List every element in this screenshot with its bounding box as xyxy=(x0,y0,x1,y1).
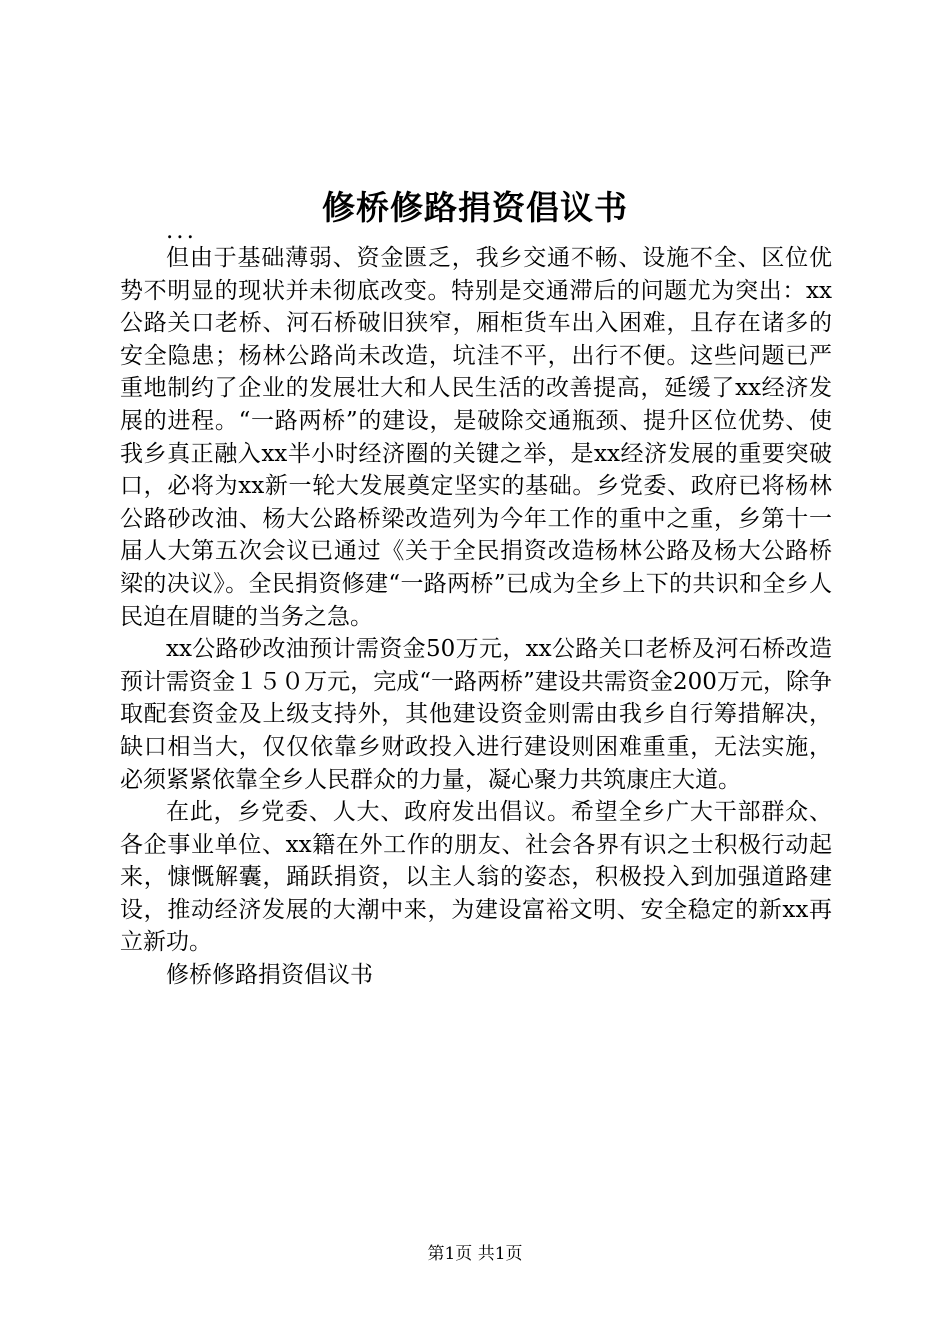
page-number-footer: 第1页 共1页 xyxy=(427,1244,523,1264)
paragraph-3: 在此，乡党委、人大、政府发出倡议。希望全乡广大干部群众、各企事业单位、xx籍在外工作的朋友、社会各界有识之士积极行动起来，慷慨解囊，踊跃捐资，以主人翁的姿态，积极投入到加强道路建设，推动经济发展的大潮中来，为建设富裕文明、安全稳定的新xx再立新功。 xyxy=(120,799,832,956)
closing-title-line: 修桥修路捐资倡议书 xyxy=(166,962,373,989)
paragraph-1: 但由于基础薄弱、资金匮乏，我乡交通不畅、设施不全、区位优势不明显的现状并未彻底改变。特别是交通滞后的问题尤为突出：xx公路关口老桥、河石桥破旧狭窄，厢柜货车出入困难，且存在诸多的安全隐患；杨林公路尚未改造，坑洼不平，出行不便。这些问题已严重地制约了企业的发展壮大和人民生活的改善提高，延缓了xx经济发展的进程。“一路两桥”的建设，是破除交通瓶颈、提升区位优势、使我乡真正融入xx半小时经济圈的关键之举，是xx经济发展的重要突破口，必将为xx新一轮大发展奠定坚实的基础。乡党委、政府已将杨林公路砂改油、杨大公路桥梁改造列为今年工作的重中之重，乡第十一届人大第五次会议已通过《关于全民捐资改造杨林公路及杨大公路桥梁的决议》。全民捐资修建“一路两桥”已成为全乡上下的共识和全乡人民迫在眉睫的当务之急。 xyxy=(120,245,832,630)
paragraph-2: xx公路砂改油预计需资金50万元，xx公路关口老桥及河石桥改造预计需资金１５０万元，完成“一路两桥”建设共需资金200万元，除争取配套资金及上级支持外，其他建设资金则需由我乡自行筹措解决，缺口相当大，仅仅依靠乡财政投入进行建设则困难重重，无法实施，必须紧紧依靠全乡人民群众的力量，凝心聚力共筑康庄大道。 xyxy=(120,636,832,793)
ellipsis-line: ... xyxy=(166,218,197,244)
document-body xyxy=(120,220,832,992)
document-title: 修桥修路捐资倡议书 xyxy=(322,188,628,227)
